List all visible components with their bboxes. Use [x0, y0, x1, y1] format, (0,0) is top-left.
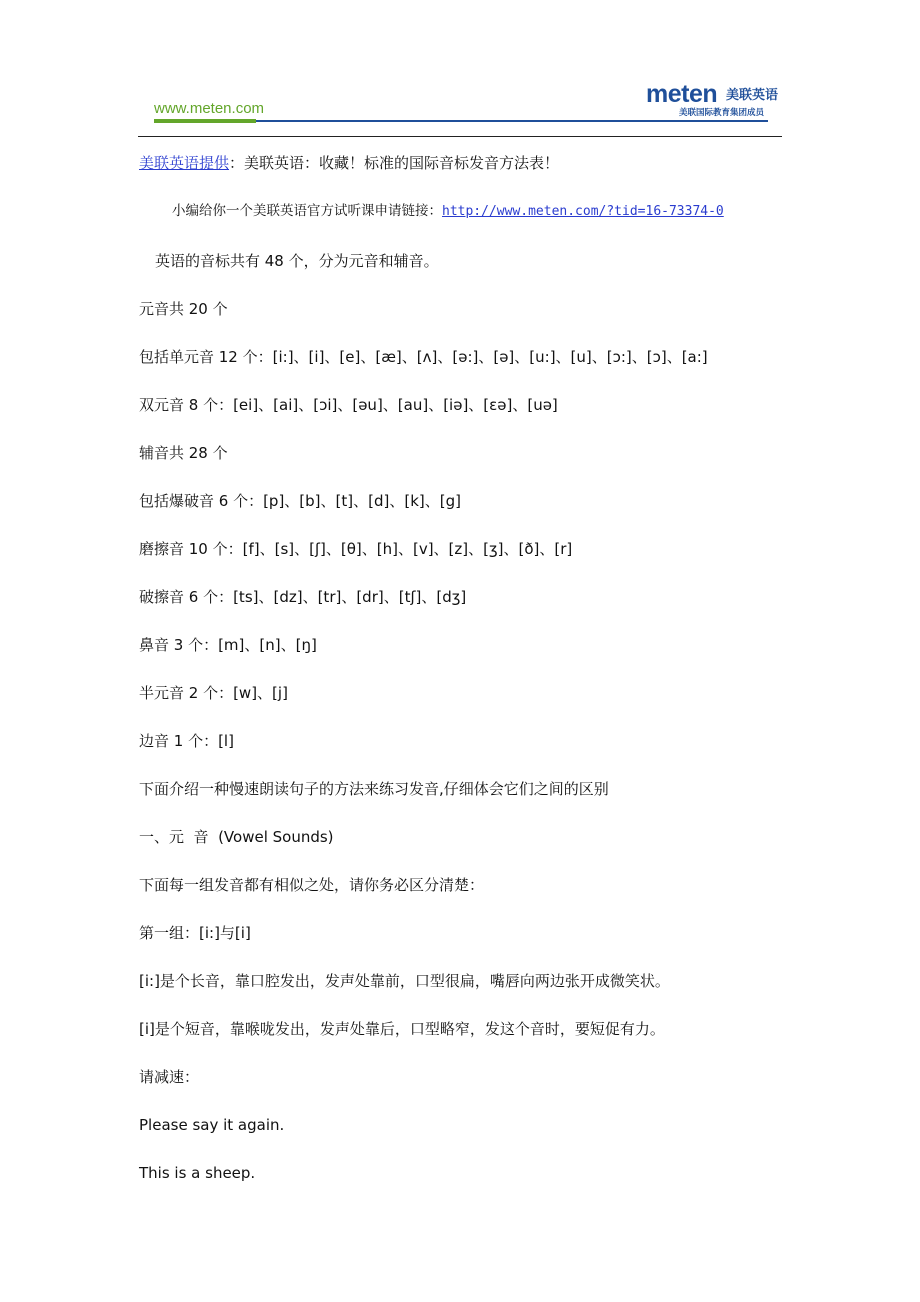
header-green-bar: [154, 119, 256, 123]
logo-subtitle: 美联国际教育集团成员: [679, 108, 765, 118]
example-sentence: This is a sheep.: [139, 1164, 256, 1182]
trial-line: [172, 200, 724, 223]
trial-text: 小编给你一个美联英语官方试听课申请链接：: [172, 203, 442, 219]
logo-brand: meten: [646, 80, 718, 108]
paragraph: 包括单元音 12 个：[i:]、[i]、[e]、[æ]、[ʌ]、[ə:]、[ə]、[u:]、[u]、[ɔ:]、[ɔ]、[a:]: [139, 348, 708, 366]
title-text: ：美联英语：收藏！标准的国际音标发音方法表！: [229, 154, 560, 172]
section-heading: 一、元 音 (Vowel Sounds): [139, 828, 334, 846]
logo-cn-name: 美联英语: [726, 88, 779, 103]
paragraph: 双元音 8 个：[ei]、[ai]、[ɔi]、[əu]、[au]、[iə]、[εə]、[uə]: [139, 396, 558, 414]
paragraph: 下面每一组发音都有相似之处，请你务必区分清楚：: [139, 876, 485, 894]
paragraph: [i]是个短音，靠喉咙发出，发声处靠后，口型略窄，发这个音时，要短促有力。: [139, 1020, 665, 1038]
paragraph: 包括爆破音 6 个：[p]、[b]、[t]、[d]、[k]、[g]: [139, 492, 461, 510]
paragraph: 元音共 20 个: [139, 300, 228, 318]
title-line: [139, 152, 559, 174]
site-url[interactable]: www.meten.com: [154, 100, 265, 117]
header-blue-bar: [256, 120, 768, 122]
paragraph: 第一组：[i:]与[i]: [139, 924, 251, 942]
example-sentence: Please say it again.: [139, 1116, 285, 1134]
paragraph: 请减速：: [139, 1068, 200, 1086]
paragraph: 磨擦音 10 个：[f]、[s]、[ʃ]、[θ]、[h]、[v]、[z]、[ʒ]、[ð]、[r]: [139, 540, 573, 558]
header-divider: [138, 136, 782, 137]
paragraph: 下面介绍一种慢速朗读句子的方法来练习发音,仔细体会它们之间的区别: [139, 780, 609, 798]
trial-link[interactable]: http://www.meten.com/?tid=16-73374-0: [442, 204, 724, 219]
meten-logo: [646, 80, 779, 118]
paragraph: 辅音共 28 个: [139, 444, 228, 462]
paragraph: 鼻音 3 个：[m]、[n]、[ŋ]: [139, 636, 317, 654]
provider-link[interactable]: 美联英语提供: [139, 154, 230, 172]
paragraph: [i:]是个长音，靠口腔发出，发声处靠前，口型很扁，嘴唇向两边张开成微笑状。: [139, 972, 670, 990]
paragraph: 边音 1 个：[l]: [139, 732, 234, 750]
paragraph: 半元音 2 个：[w]、[j]: [139, 684, 288, 702]
paragraph: 破擦音 6 个：[ts]、[dz]、[tr]、[dr]、[tʃ]、[dʒ]: [139, 588, 467, 606]
paragraph: 英语的音标共有 48 个，分为元音和辅音。: [155, 252, 439, 270]
